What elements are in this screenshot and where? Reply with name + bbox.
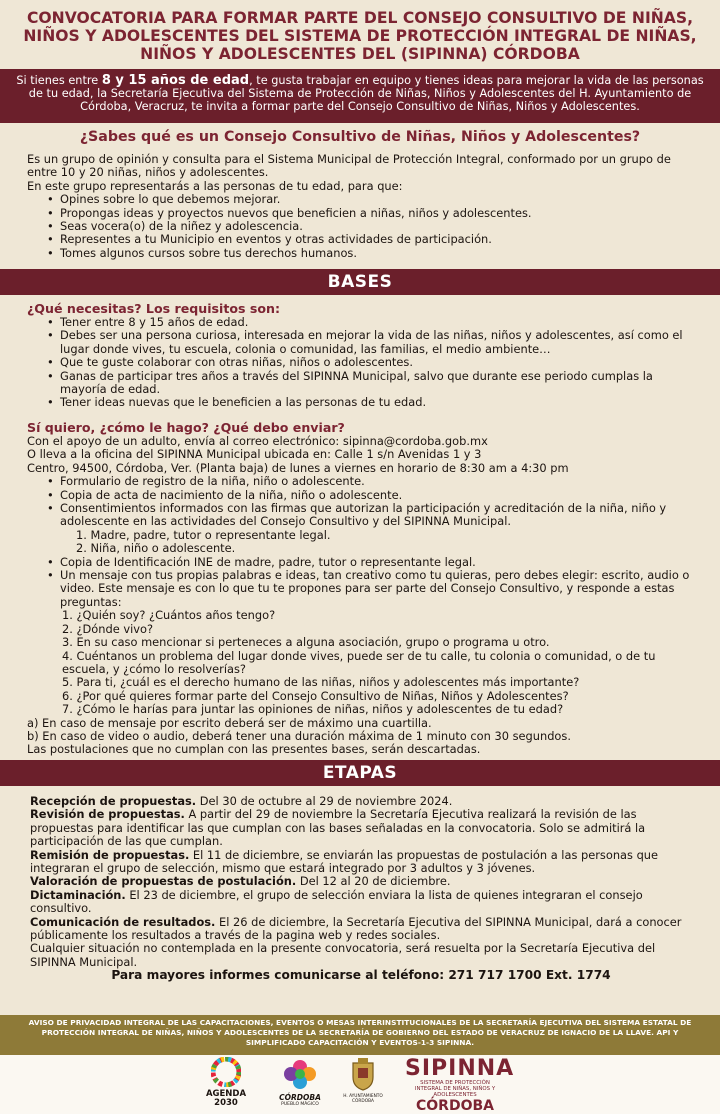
list-item: • Copia de acta de nacimiento de la niña, niño o adolescente. <box>27 489 695 502</box>
ayuntamiento-text: H. AYUNTAMIENTO CÓRDOBA <box>343 1094 383 1105</box>
how-line: Centro, 94500, Córdoba, Ver. (Planta baja) de lunes a viernes en horario de 8:30 am a 4:30 pm <box>27 460 569 475</box>
group-intro: En este grupo representarás a las personas de tu edad, para que: <box>27 178 403 193</box>
documents-list <box>27 475 695 529</box>
etapas-closing: Cualquier situación no contemplada en la presente convocatoria, será resuelta por la Secretaría Ejecutiva del SIPINNA Municipal. <box>30 941 656 969</box>
how-line: Con el apoyo de un adulto, envía al correo electrónico: sipinna@cordoba.gob.mx <box>27 434 488 448</box>
etapa-item <box>30 916 692 943</box>
questions-list <box>27 609 695 716</box>
list-item: • Tener ideas nuevas que le beneficien a las personas de tu edad. <box>27 396 695 409</box>
list-item: 2. ¿Dónde vivo? <box>62 621 154 636</box>
documents-list-2 <box>27 556 695 610</box>
phone-line: Para mayores informes comunicarse al teléfono: 271 717 1700 Ext. 1774 <box>111 968 611 983</box>
list-item: • Tener entre 8 y 15 años de edad. <box>27 316 695 329</box>
group-list <box>27 193 695 260</box>
sipinna-logo-text: SIPINNA <box>405 1056 515 1081</box>
cordoba-logo-text: CÓRDOBA <box>279 1093 321 1103</box>
agenda-label: AGENDA <box>205 1089 247 1100</box>
ayuntamiento-seal-logo <box>343 1057 383 1104</box>
list-item: • Un mensaje con tus propias palabras e ideas, tan creativo como tu quieras, pero debes elegir: escrito, audio o video. Este mensaje es con lo que tu te propones para ser parte del Consejo Consultivo, y responde a estas preguntas: <box>27 569 695 609</box>
logo-bar <box>0 1055 720 1114</box>
list-item: • Representes a tu Municipio en eventos y otras actividades de participación. <box>27 233 695 246</box>
list-item: 7. ¿Cómo le harías para juntar las opiniones de niñas, niños y adolescentes de tu edad? <box>62 702 564 717</box>
intro-banner <box>0 69 720 123</box>
list-item: 5. Para ti, ¿cuál es el derecho humano de las niñas, niños y adolescentes más importante? <box>62 675 580 690</box>
etapa-text: Del 12 al 20 de diciembre. <box>296 874 451 889</box>
sipinna-logo-sub: SISTEMA DE PROTECCIÓN INTEGRAL DE NIÑAS, NIÑOS Y ADOLESCENTES <box>414 1080 496 1099</box>
note-line: a) En caso de mensaje por escrito deberá ser de máximo una cuartilla. <box>27 715 432 730</box>
privacy-notice: AVISO DE PRIVACIDAD INTEGRAL DE LAS CAPACITACIONES, EVENTOS O MESAS INTERINSTITUCIONALES DE LA SECRETARÍA EJECUTIVA DEL SISTEMA ESTATAL DE PROTECCIÓN INTEGRAL DE NIÑAS, NIÑOS Y ADOLESCENTES DE LA SECRETARÍA DE GOBIERNO DEL ESTADO DE VERACRUZ DE IGNACIO DE LA LLAVE. API Y SIMPLIFICADO CAPACITACIÓN Y EVENTOS-1-3 SIPINNA. <box>0 1015 720 1055</box>
list-item: • Propongas ideas y proyectos nuevos que beneficien a niñas, niños y adolescentes. <box>27 207 695 220</box>
requirements-section <box>27 301 695 410</box>
etapa-text: A partir del 29 de noviembre la Secretaría Ejecutiva realizará la revisión de las propuestas para identificar las que cumplan con las bases señaladas en la convocatoria. Solo se admitirá la participación de las que cumplan. <box>30 807 646 849</box>
sipinna-logo-city: CÓRDOBA <box>416 1097 494 1114</box>
etapa-label: Valoración de propuestas de postulación. <box>30 874 297 889</box>
etapa-label: Recepción de propuestas. <box>30 794 197 808</box>
list-item: 6. ¿Por qué quieres formar parte del Consejo Consultivo de Niñas, Niños y Adolescentes? <box>62 688 569 703</box>
note-line: b) En caso de video o audio, deberá tener una duración máxima de 1 minuto con 30 segundos. <box>27 728 571 743</box>
list-item: 1. ¿Quién soy? ¿Cuántos años tengo? <box>62 608 276 623</box>
sdg-wheel-icon <box>211 1057 241 1087</box>
list-item: 4. Cuéntanos un problema del lugar donde vives, puede ser de tu calle, tu colonia o comunidad, o de tu escuela, y ¿cómo lo resolverías? <box>62 648 656 676</box>
etapa-text: El 23 de diciembre, el grupo de selección enviara la lista de quienes integraran el consejo consultivo. <box>30 887 643 916</box>
note-line: Las postulaciones que no cumplan con las presentes bases, serán descartadas. <box>27 742 481 757</box>
page-title: CONVOCATORIA PARA FORMAR PARTE DEL CONSEJO CONSULTIVO DE NIÑAS, NIÑOS Y ADOLESCENTES DEL SISTEMA DE PROTECCIÓN INTEGRAL DE NIÑAS, NIÑOS Y ADOLESCENTES DEL (SIPINNA) CÓRDOBA <box>23 9 697 63</box>
agenda-2030-logo <box>200 1057 252 1108</box>
etapa-text: El 26 de diciembre, la Secretaría Ejecutiva del SIPINNA Municipal, dará a conocer públicamente los resultados a través de la pagina web y redes sociales. <box>30 914 682 943</box>
list-item: • Consentimientos informados con las firmas que autorizan la participación y acreditación de la niña, niño y adolescente en las actividades del Consejo Consultivo y del SIPINNA Municipal. <box>27 502 695 529</box>
list-item: 2. Niña, niño o adolescente. <box>76 541 236 556</box>
intro-text-2: , te gusta trabajar en equipo y tienes ideas para mejorar la vida de las personas de tu edad, la Secretaría Ejecutiva del Sistema de Protección de Niñas, Niños y Adolescentes del H. Ayuntamiento de Córdoba, Veracruz, te invita a formar parte del Consejo Consultivo de Niñas, Niños y Adolescentes. <box>28 74 704 113</box>
list-item: • Copia de Identificación INE de madre, padre, tutor o representante legal. <box>27 556 695 569</box>
requirements-list <box>27 316 695 410</box>
etapa-item <box>30 875 692 888</box>
how-section <box>27 420 695 757</box>
etapas-heading: ETAPAS <box>0 760 720 786</box>
consent-sublist <box>27 529 695 556</box>
intro-age-range: 8 y 15 años de edad <box>101 73 250 88</box>
list-item: • Seas vocera(o) de la niñez y adolescencia. <box>27 220 695 233</box>
sipinna-logo <box>405 1056 515 1114</box>
cordoba-logo-sub: PUEBLO MÁGICO <box>281 1102 319 1108</box>
list-item: • Opines sobre lo que debemos mejorar. <box>27 193 695 206</box>
etapa-item <box>30 849 692 876</box>
etapa-label: Revisión de propuestas. <box>30 807 185 822</box>
etapa-item <box>30 808 692 848</box>
list-item: 1. Madre, padre, tutor o representante legal. <box>76 527 331 542</box>
list-item: 3. En su caso mencionar si perteneces a alguna asociación, grupo o programa u otro. <box>62 635 550 650</box>
etapa-item <box>30 889 692 916</box>
definition-section <box>27 153 695 260</box>
list-item: • Debes ser una persona curiosa, interesada en mejorar la vida de las niñas, niños y adolescentes, así como el lugar donde vives, tu escuela, colonia o comunidad, las familias, el medio ambiente… <box>27 329 695 356</box>
cordoba-pueblo-magico-logo <box>272 1057 328 1108</box>
list-item: • Formulario de registro de la niña, niño o adolescente. <box>27 475 695 488</box>
coat-of-arms-icon <box>350 1057 376 1091</box>
list-item: • Que te guste colaborar con otras niñas, niños o adolescentes. <box>27 356 695 369</box>
intro-text-1: Si tienes entre <box>16 74 102 87</box>
etapa-text: Del 30 de octubre al 29 de noviembre 2024. <box>196 794 453 808</box>
bases-heading: BASES <box>0 269 720 295</box>
consejo-question: ¿Sabes qué es un Consejo Consultivo de Niñas, Niños y Adolescentes? <box>79 129 641 145</box>
flower-icon <box>282 1057 318 1091</box>
etapa-label: Remisión de propuestas. <box>30 847 190 862</box>
etapa-item <box>30 795 692 808</box>
list-item: • Ganas de participar tres años a través del SIPINNA Municipal, salvo que durante ese periodo cumplas la mayoría de edad. <box>27 370 695 397</box>
etapa-label: Dictaminación. <box>30 887 126 902</box>
etapa-text: El 11 de diciembre, se enviarán las propuestas de postulación a las personas que integraran el grupo de selección, mismo que estará integrado por 3 adultos y 3 jóvenes. <box>30 847 659 876</box>
how-heading: Sí quiero, ¿cómo le hago? ¿Qué debo enviar? <box>27 420 345 435</box>
agenda-year: 2030 <box>214 1098 238 1109</box>
definition-text: Es un grupo de opinión y consulta para el Sistema Municipal de Protección Integral, conformado por un grupo de entre 10 y 20 niñas, niños y adolescentes. <box>27 152 671 180</box>
requirements-heading: ¿Qué necesitas? Los requisitos son: <box>27 301 281 316</box>
list-item: • Tomes algunos cursos sobre tus derechos humanos. <box>27 247 695 260</box>
etapa-label: Comunicación de resultados. <box>30 914 216 929</box>
how-line: O lleva a la oficina del SIPINNA Municipal ubicada en: Calle 1 s/n Avenidas 1 y 3 <box>27 447 482 462</box>
etapas-section <box>30 795 692 983</box>
